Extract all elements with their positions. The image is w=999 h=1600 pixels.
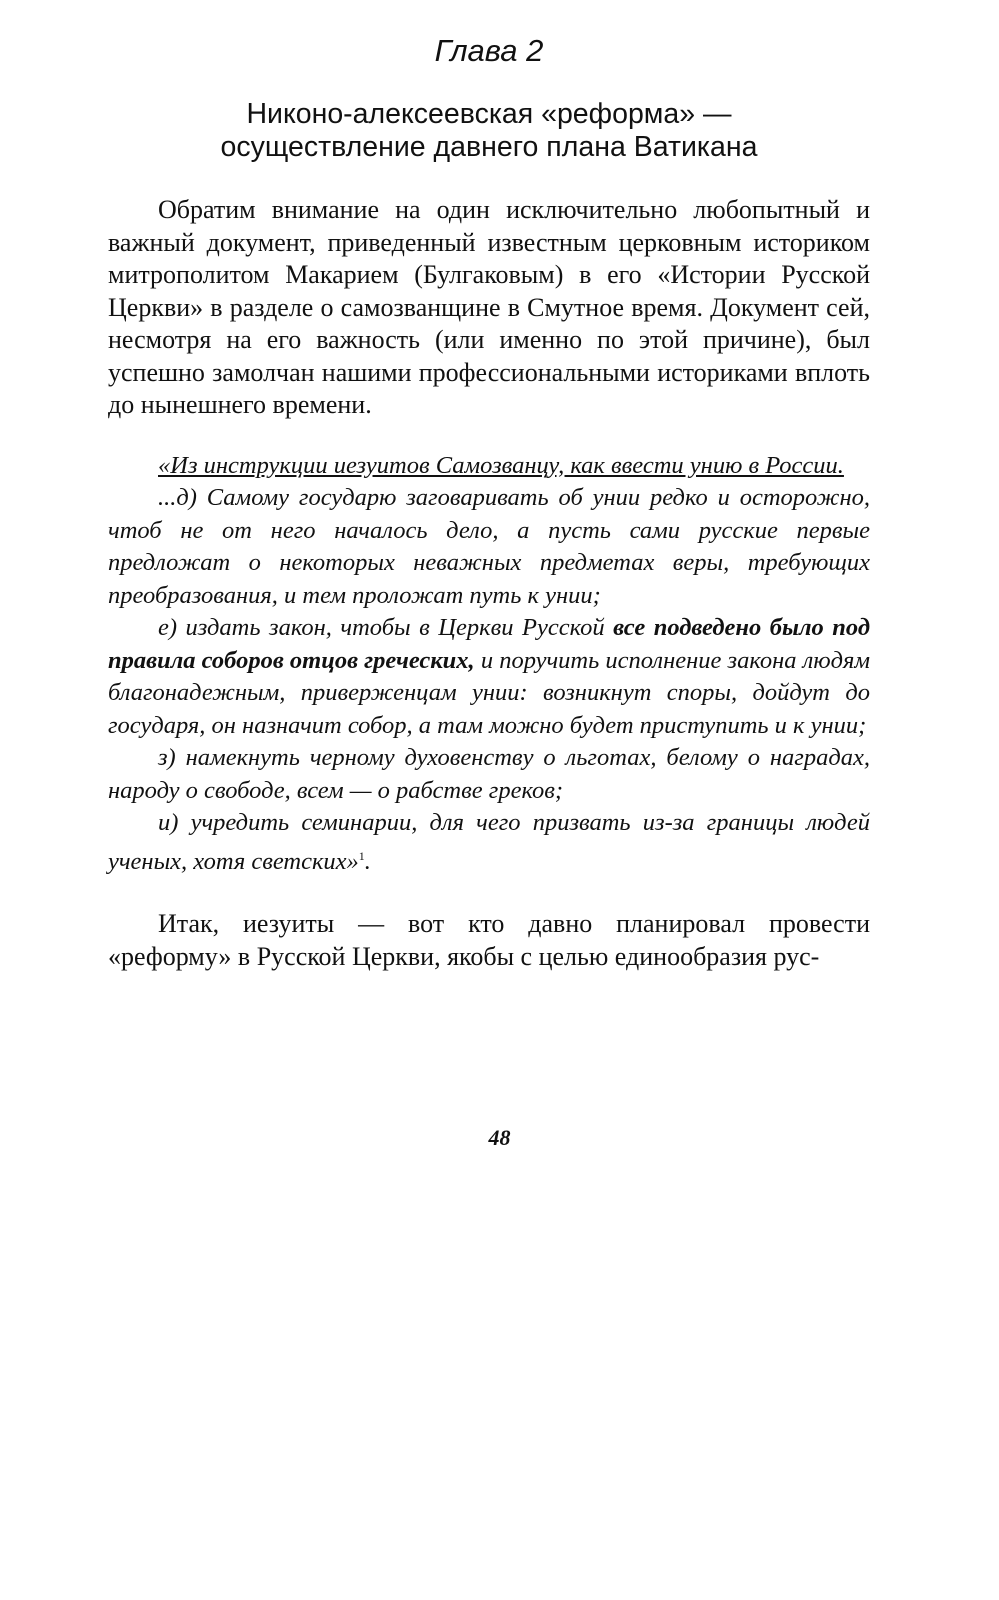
page-number: 48 — [488, 1125, 511, 1150]
chapter-label: Глава 2 — [434, 33, 544, 68]
quote-item-e-end: и поручить исполнение закона людям благонадежным, приверженцам унии: возникнут споры, дойдут до государя, он назначит собор, а там можно будет приступить и к унии; — [108, 646, 871, 739]
quote-item-z: з) намекнуть черному духовенству о льготах, белому о наградах, народу о свободе, всем — о рабстве греков; — [108, 744, 870, 804]
quote-item-e-start: е) издать закон, чтобы в Церкви Русской — [158, 614, 614, 641]
quote-item-i-text: и) учредить семинарии, для чего призвать из-за границы людей ученых, хотя светских» — [108, 809, 870, 875]
heading-line-2: осуществление давнего плана Ватикана — [220, 131, 758, 163]
quote-item-e — [108, 612, 870, 742]
chapter-heading — [108, 98, 870, 164]
quote-end-mark: . — [364, 847, 371, 875]
quote-item-i — [108, 807, 870, 878]
intro-paragraph: Обратим внимание на один исключительно любопытный и важный документ, приведенный известным церковным историком митрополитом Макарием (Булгаковым) в его «Истории Русской Церкви» в разделе о самозванщине в Смутное время. Документ сей, несмотря на его важность (или именно по этой причине), был успешно замолчан нашими профессиональными историками вплоть до нынешнего времени. — [108, 195, 870, 419]
final-paragraph: Итак, иезуиты — вот кто давно планировал провести «реформу» в Русской Церкви, якобы с целью единообразия рус- — [108, 909, 870, 971]
quote-title: «Из инструкции иезуитов Самозванцу, как ввести унию в России. — [158, 451, 844, 479]
book-page — [108, 30, 870, 973]
jesuit-instruction-quote — [108, 450, 870, 879]
quote-item-d: ...д) Самому государю заговаривать об унии редко и осторожно, чтоб не от него началось дело, а пусть сами русские первые предложат о некоторых неважных предметах веры, требующих преобразования, и тем проложат путь к унии; — [108, 484, 870, 609]
heading-line-1: Никоно-алексеевская «реформа» — — [246, 98, 732, 130]
footnote-mark: 1 — [358, 848, 365, 863]
quote-item-e-bold: все подведено было под правила соборов отцов греческих, — [108, 614, 870, 674]
